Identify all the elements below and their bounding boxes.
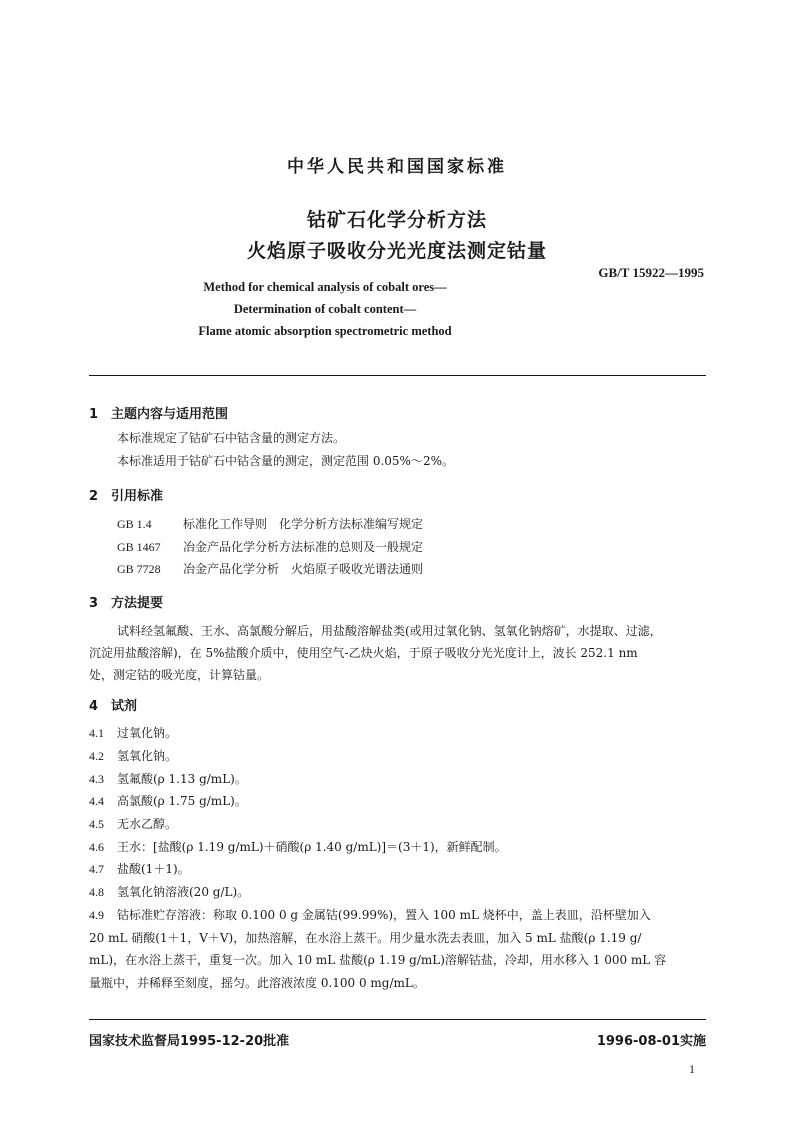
section-number: 4 bbox=[89, 699, 99, 714]
reagent-item-4-9-line-1 bbox=[89, 906, 651, 923]
national-standard-heading: 中华人民共和国国家标准 bbox=[287, 157, 507, 177]
reference-text: 冶金产品化学分析方法标准的总则及一般规定 bbox=[183, 540, 424, 554]
page-number: 1 bbox=[689, 1062, 695, 1076]
reagent-text: 钴标准贮存溶液：称取 0.100 0 g 金属钴(99.99%)，置入 100 mL 烧杯中，盖上表皿，沿杯壁加入 bbox=[117, 908, 651, 922]
reagent-number: 4.3 bbox=[89, 772, 104, 786]
reagent-number: 4.7 bbox=[89, 862, 104, 876]
reagent-number: 4.9 bbox=[89, 908, 104, 922]
reagent-item bbox=[89, 770, 247, 787]
section-1-heading bbox=[89, 403, 228, 422]
reagent-text: 高氯酸(ρ 1.75 g/mL)。 bbox=[117, 794, 247, 808]
english-title-line-1: Method for chemical analysis of cobalt ores— bbox=[203, 280, 447, 294]
section-title: 引用标准 bbox=[111, 489, 164, 504]
reference-code: GB 7728 bbox=[117, 562, 161, 576]
section-title: 方法提要 bbox=[111, 596, 164, 611]
reagent-number: 4.4 bbox=[89, 794, 104, 808]
section-4-heading bbox=[89, 695, 137, 714]
section-number: 1 bbox=[89, 407, 99, 422]
standard-code: GB/T 15922—1995 bbox=[598, 265, 704, 280]
footer-divider bbox=[89, 1019, 706, 1020]
reagent-text: 氢氧化钠溶液(20 g/L)。 bbox=[117, 885, 250, 899]
reagent-item bbox=[89, 815, 177, 832]
header-divider bbox=[89, 375, 706, 376]
reagent-number: 4.6 bbox=[89, 840, 104, 854]
reagent-text: 无水乙醇。 bbox=[117, 817, 178, 831]
reagent-text: 盐酸(1＋1)。 bbox=[117, 862, 190, 876]
reagent-text: 氢氧化钠。 bbox=[117, 749, 178, 763]
reagent-item bbox=[89, 838, 507, 855]
document-title-line-2: 火焰原子吸收分光光度法测定钴量 bbox=[246, 240, 547, 262]
section-3-heading bbox=[89, 592, 163, 611]
english-title-line-2: Determination of cobalt content— bbox=[233, 302, 417, 316]
reference-code: GB 1467 bbox=[117, 540, 161, 554]
reference-text: 冶金产品化学分析 火焰原子吸收光谱法通则 bbox=[183, 562, 424, 576]
reference-item bbox=[117, 538, 423, 555]
reagent-item bbox=[89, 883, 249, 900]
section-2-heading bbox=[89, 485, 163, 504]
reference-code: GB 1.4 bbox=[117, 517, 152, 531]
section-number: 2 bbox=[89, 489, 99, 504]
reagent-text: 王水：[盐酸(ρ 1.19 g/mL)＋硝酸(ρ 1.40 g/mL)]＝(3＋1)，新鲜配制。 bbox=[117, 840, 507, 854]
approval-date: 国家技术监督局1995-12-20批准 bbox=[89, 1034, 290, 1049]
section-3-paragraph-line-2: 沉淀用盐酸溶解)，在 5%盐酸介质中，使用空气-乙炔火焰，于原子吸收分光光度计上，波长 252.1 nm bbox=[89, 646, 638, 660]
reagent-text: 过氧化钠。 bbox=[117, 726, 178, 740]
reagent-item bbox=[89, 724, 177, 741]
reagent-number: 4.8 bbox=[89, 885, 104, 899]
reagent-item-4-9-line-3: mL)，在水浴上蒸干，重复一次。加入 10 mL 盐酸(ρ 1.19 g/mL)溶解钴盐，冷却，用水移入 1 000 mL 容 bbox=[89, 953, 667, 967]
reagent-item bbox=[89, 860, 190, 877]
reagent-item-4-9-line-4: 量瓶中，并稀释至刻度，摇匀。此溶液浓度 0.100 0 mg/mL。 bbox=[89, 976, 425, 990]
reagent-item-4-9-line-2: 20 mL 硝酸(1＋1，V＋V)，加热溶解，在水浴上蒸干。用少量水洗去表皿，加入 5 mL 盐酸(ρ 1.19 g/ bbox=[89, 931, 642, 945]
reference-text: 标准化工作导则 化学分析方法标准编写规定 bbox=[183, 517, 424, 531]
reference-item bbox=[117, 560, 423, 577]
section-3-paragraph-line-3: 处，测定钴的吸光度，计算钴量。 bbox=[89, 668, 270, 682]
section-number: 3 bbox=[89, 596, 99, 611]
english-title-line-3: Flame atomic absorption spectrometric method bbox=[198, 324, 452, 338]
implementation-date: 1996-08-01实施 bbox=[596, 1034, 706, 1049]
section-title: 试剂 bbox=[111, 699, 138, 714]
section-3-paragraph-line-1: 试料经氢氟酸、王水、高氯酸分解后，用盐酸溶解盐类(或用过氧化钠、氢氧化钠熔矿，水提取、过滤， bbox=[117, 624, 662, 638]
reagent-number: 4.1 bbox=[89, 726, 104, 740]
section-1-paragraph-1: 本标准规定了钴矿石中钴含量的测定方法。 bbox=[117, 431, 346, 445]
reagent-number: 4.5 bbox=[89, 817, 104, 831]
reagent-item bbox=[89, 747, 177, 764]
reagent-text: 氢氟酸(ρ 1.13 g/mL)。 bbox=[117, 772, 247, 786]
section-title: 主题内容与适用范围 bbox=[111, 407, 229, 422]
section-1-paragraph-2: 本标准适用于钴矿石中钴含量的测定，测定范围 0.05%～2%。 bbox=[117, 454, 454, 468]
reference-item bbox=[117, 515, 423, 532]
reagent-item bbox=[89, 792, 247, 809]
document-title-line-1: 钴矿石化学分析方法 bbox=[306, 209, 487, 231]
reagent-number: 4.2 bbox=[89, 749, 104, 763]
